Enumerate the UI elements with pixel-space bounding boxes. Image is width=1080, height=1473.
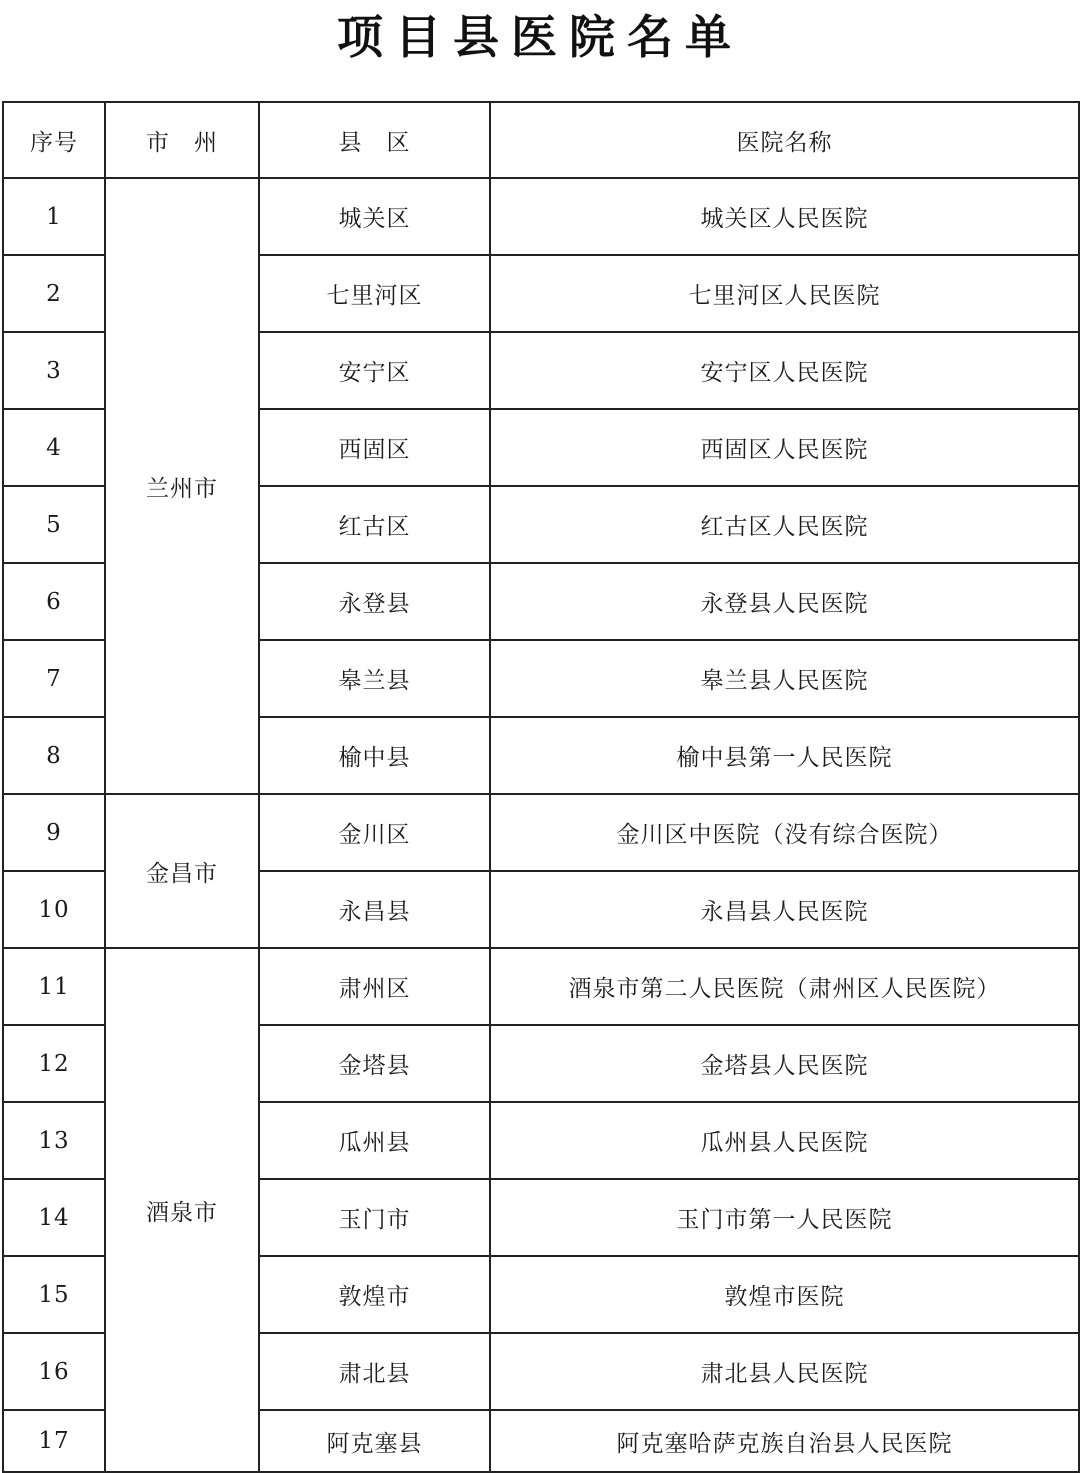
- hospital-name-cell: 红古区人民医院: [490, 486, 1079, 563]
- county-cell: 永登县: [259, 563, 490, 640]
- county-cell: 安宁区: [259, 332, 490, 409]
- table-row: [3, 178, 1079, 255]
- row-index: 17: [3, 1410, 105, 1472]
- row-index: 10: [3, 871, 105, 948]
- hospital-name-cell: 肃北县人民医院: [490, 1333, 1079, 1410]
- county-cell: 阿克塞县: [259, 1410, 490, 1472]
- hospital-name-cell: 酒泉市第二人民医院（肃州区人民医院）: [490, 948, 1079, 1025]
- county-cell: 金川区: [259, 794, 490, 871]
- row-index: 15: [3, 1256, 105, 1333]
- row-index: 6: [3, 563, 105, 640]
- table-header-row: [3, 102, 1079, 178]
- row-index: 9: [3, 794, 105, 871]
- row-index: 3: [3, 332, 105, 409]
- table-row: [3, 794, 1079, 871]
- row-index: 5: [3, 486, 105, 563]
- row-index: 2: [3, 255, 105, 332]
- county-cell: 金塔县: [259, 1025, 490, 1102]
- row-index: 14: [3, 1179, 105, 1256]
- row-index: 16: [3, 1333, 105, 1410]
- row-index: 4: [3, 409, 105, 486]
- county-cell: 西固区: [259, 409, 490, 486]
- hospital-name-cell: 阿克塞哈萨克族自治县人民医院: [490, 1410, 1079, 1472]
- table-row: [3, 948, 1079, 1025]
- hospital-name-cell: 金塔县人民医院: [490, 1025, 1079, 1102]
- row-index: 1: [3, 178, 105, 255]
- county-cell: 玉门市: [259, 1179, 490, 1256]
- hospital-name-cell: 榆中县第一人民医院: [490, 717, 1079, 794]
- table-body: [3, 102, 1079, 1472]
- county-cell: 皋兰县: [259, 640, 490, 717]
- city-cell: 金昌市: [105, 794, 259, 948]
- county-cell: 肃州区: [259, 948, 490, 1025]
- county-cell: 红古区: [259, 486, 490, 563]
- hospital-name-cell: 城关区人民医院: [490, 178, 1079, 255]
- row-index: 11: [3, 948, 105, 1025]
- hospital-list-table: [2, 101, 1080, 1473]
- row-index: 8: [3, 717, 105, 794]
- hospital-name-cell: 皋兰县人民医院: [490, 640, 1079, 717]
- row-index: 7: [3, 640, 105, 717]
- hospital-name-cell: 玉门市第一人民医院: [490, 1179, 1079, 1256]
- county-cell: 肃北县: [259, 1333, 490, 1410]
- city-cell: 兰州市: [105, 178, 259, 794]
- row-index: 12: [3, 1025, 105, 1102]
- county-cell: 榆中县: [259, 717, 490, 794]
- county-cell: 永昌县: [259, 871, 490, 948]
- header-index: 序号: [3, 102, 105, 178]
- hospital-name-cell: 永昌县人民医院: [490, 871, 1079, 948]
- hospital-name-cell: 敦煌市医院: [490, 1256, 1079, 1333]
- hospital-name-cell: 西固区人民医院: [490, 409, 1079, 486]
- header-county: 县 区: [259, 102, 490, 178]
- header-city: 市 州: [105, 102, 259, 178]
- row-index: 13: [3, 1102, 105, 1179]
- city-cell: 酒泉市: [105, 948, 259, 1472]
- hospital-name-cell: 瓜州县人民医院: [490, 1102, 1079, 1179]
- county-cell: 七里河区: [259, 255, 490, 332]
- page-title: 项目县医院名单: [337, 10, 743, 64]
- hospital-name-cell: 金川区中医院（没有综合医院）: [490, 794, 1079, 871]
- hospital-name-cell: 七里河区人民医院: [490, 255, 1079, 332]
- header-hospital-name: 医院名称: [490, 102, 1079, 178]
- county-cell: 敦煌市: [259, 1256, 490, 1333]
- hospital-name-cell: 永登县人民医院: [490, 563, 1079, 640]
- county-cell: 城关区: [259, 178, 490, 255]
- hospital-name-cell: 安宁区人民医院: [490, 332, 1079, 409]
- county-cell: 瓜州县: [259, 1102, 490, 1179]
